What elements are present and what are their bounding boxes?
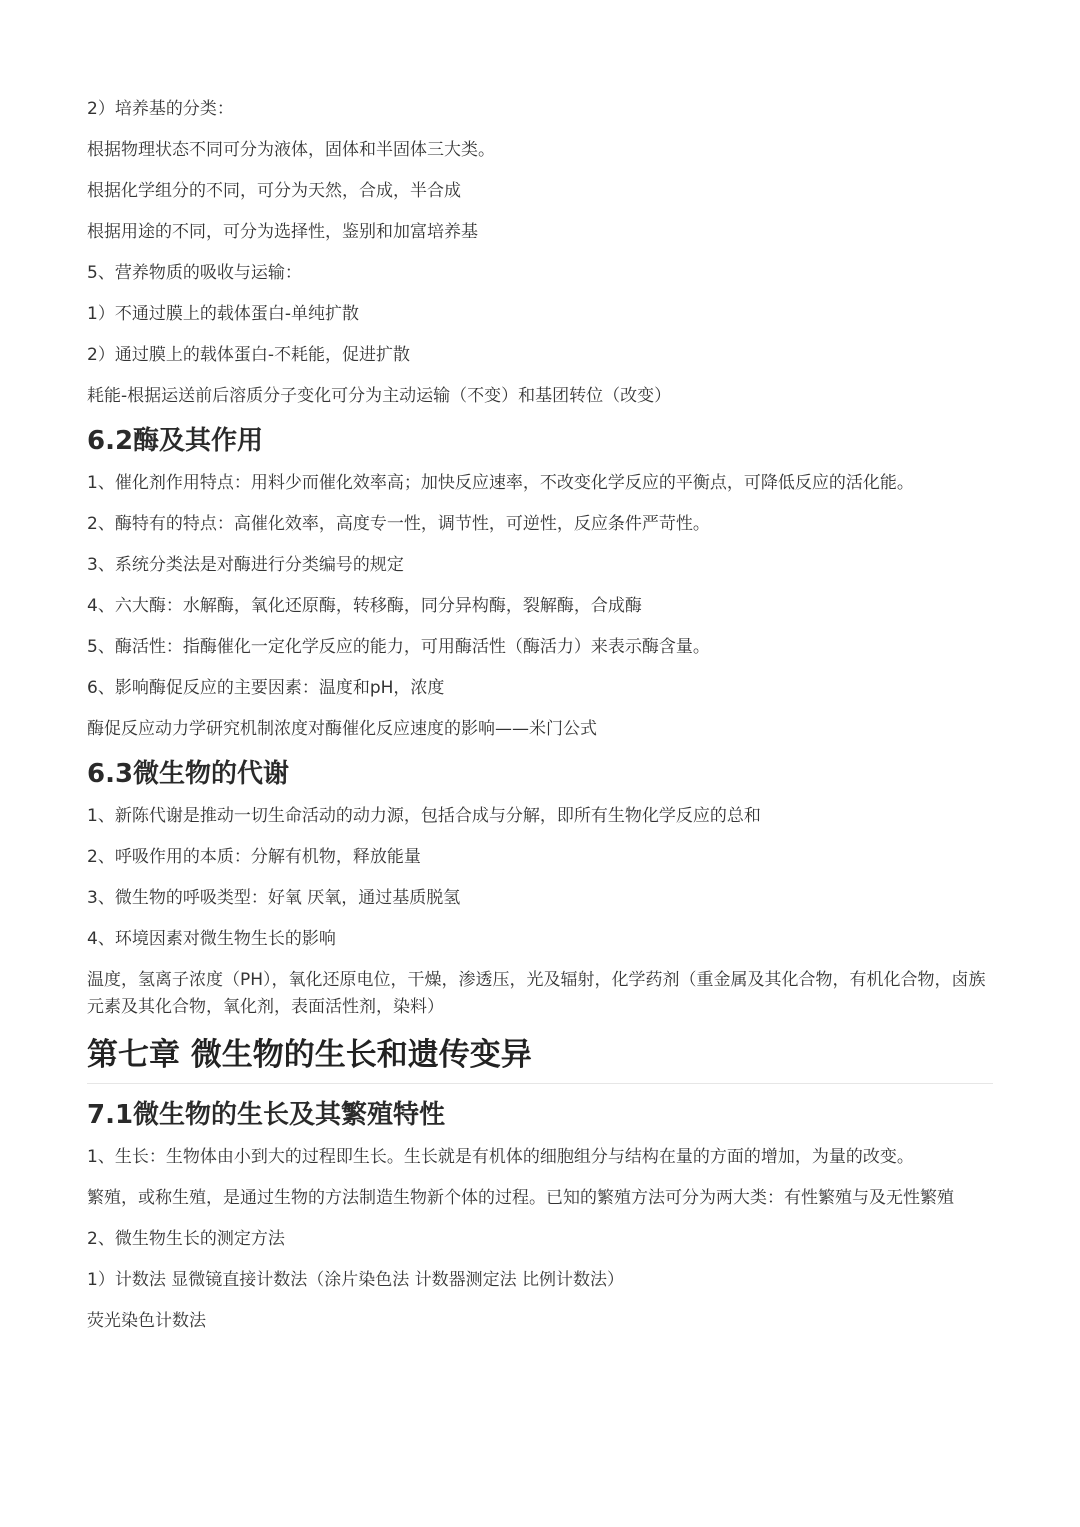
paragraph: 根据物理状态不同可分为液体，固体和半固体三大类。 — [87, 140, 495, 160]
paragraph: 2、呼吸作用的本质：分解有机物，释放能量 — [87, 847, 421, 867]
section-growth — [87, 1098, 993, 1335]
section-heading: 6.2酶及其作用 — [87, 426, 264, 456]
section-heading: 6.3微生物的代谢 — [87, 759, 290, 789]
paragraph: 酶促反应动力学研究机制浓度对酶催化反应速度的影响——米门公式 — [87, 719, 597, 739]
paragraph: 4、环境因素对微生物生长的影响 — [87, 929, 336, 949]
paragraph: 繁殖，或称生殖，是通过生物的方法制造生物新个体的过程。已知的繁殖方法可分为两大类：有性繁殖与及无性繁殖 — [87, 1188, 954, 1208]
section-enzymes — [87, 424, 993, 743]
document-page — [87, 96, 993, 1349]
paragraph: 1、生长：生物体由小到大的过程即生长。生长就是有机体的细胞组分与结构在量的方面的增加，为量的改变。 — [87, 1147, 914, 1167]
paragraph: 1）不通过膜上的载体蛋白-单纯扩散 — [87, 304, 359, 324]
paragraph: 2、微生物生长的测定方法 — [87, 1229, 285, 1249]
chapter-heading: 第七章 微生物的生长和遗传变异 — [87, 1035, 993, 1084]
paragraph: 5、酶活性：指酶催化一定化学反应的能力，可用酶活性（酶活力）来表示酶含量。 — [87, 637, 710, 657]
section-metabolism — [87, 757, 993, 1021]
paragraph: 根据用途的不同，可分为选择性，鉴别和加富培养基 — [87, 222, 478, 242]
paragraph: 荧光染色计数法 — [87, 1311, 206, 1331]
paragraph: 根据化学组分的不同，可分为天然，合成，半合成 — [87, 181, 461, 201]
paragraph: 2）通过膜上的载体蛋白-不耗能，促进扩散 — [87, 345, 410, 365]
paragraph: 耗能-根据运送前后溶质分子变化可分为主动运输（不变）和基团转位（改变） — [87, 386, 672, 406]
paragraph: 3、微生物的呼吸类型：好氧 厌氧，通过基质脱氢 — [87, 888, 461, 908]
paragraph: 2、酶特有的特点：高催化效率，高度专一性，调节性，可逆性，反应条件严苛性。 — [87, 514, 710, 534]
paragraph: 3、系统分类法是对酶进行分类编号的规定 — [87, 555, 404, 575]
paragraph: 4、六大酶：水解酶，氧化还原酶，转移酶，同分异构酶，裂解酶，合成酶 — [87, 596, 642, 616]
paragraph: 2）培养基的分类： — [87, 99, 234, 119]
paragraph: 6、影响酶促反应的主要因素：温度和pH，浓度 — [87, 678, 445, 698]
paragraph: 1、催化剂作用特点：用料少而催化效率高；加快反应速率，不改变化学反应的平衡点，可降低反应的活化能。 — [87, 473, 914, 493]
paragraph: 1）计数法 显微镜直接计数法（涂片染色法 计数器测定法 比例计数法） — [87, 1270, 625, 1290]
section-media-transport — [87, 96, 993, 410]
paragraph: 温度，氢离子浓度（PH），氧化还原电位，干燥，渗透压，光及辐射，化学药剂（重金属及其化合物，有机化合物，卤族元素及其化合物，氧化剂，表面活性剂，染料） — [87, 970, 986, 1017]
paragraph: 1、新陈代谢是推动一切生命活动的动力源，包括合成与分解，即所有生物化学反应的总和 — [87, 806, 761, 826]
paragraph: 5、营养物质的吸收与运输： — [87, 263, 302, 283]
section-heading: 7.1微生物的生长及其繁殖特性 — [87, 1100, 446, 1130]
